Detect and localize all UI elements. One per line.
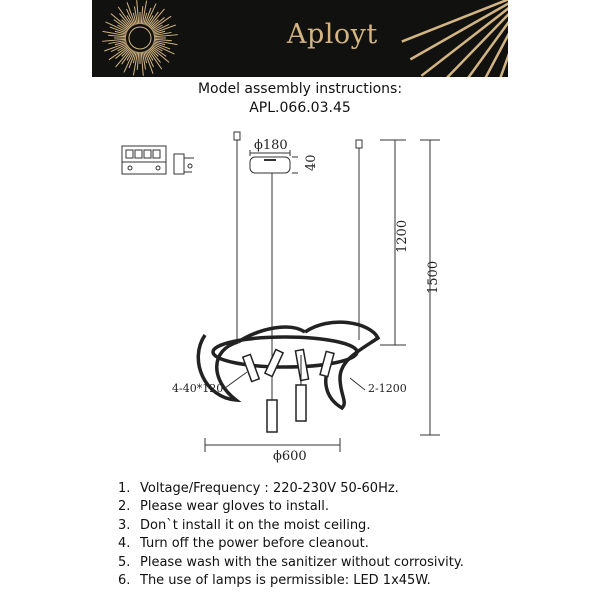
spot-spec-label: 4-40*120: [172, 382, 224, 395]
page-title: Model assembly instructions:: [197, 81, 403, 97]
list-item: 1. Voltage/Frequency : 220-230V 50-60Hz.: [118, 481, 399, 496]
assembly-drawing: [100, 118, 460, 472]
terminal-block: [122, 146, 194, 174]
canopy-diameter-label: ϕ180: [254, 138, 288, 153]
pendant-light-left: [267, 400, 277, 432]
brand-logo: Aployt: [287, 19, 378, 50]
total-height-label: 1500: [426, 260, 441, 294]
sun-icon: [129, 27, 151, 49]
led-spec-label: 2-1200: [368, 382, 407, 395]
list-item: 5. Please wash with the sanitizer without corrosivity.: [118, 554, 464, 570]
canopy: [250, 150, 298, 173]
pendant-light-right: [296, 385, 306, 421]
ceiling-hook-left: [234, 132, 240, 140]
model-number: APL.066.03.45: [249, 100, 351, 116]
list-item: 4. Turn off the power before cleanout.: [118, 536, 369, 552]
instructions-list: [118, 480, 464, 590]
banner-ray: [466, 0, 508, 77]
lamp-body: [198, 322, 378, 408]
canopy-height-label: 40: [304, 154, 319, 171]
brand-banner: [92, 0, 508, 77]
list-item: 2. Please wear gloves to install.: [118, 499, 330, 515]
ceiling-hook-right: [356, 140, 362, 148]
list-item: 3. Don`t install it on the moist ceiling.: [118, 517, 371, 533]
diameter-label: ϕ600: [273, 449, 307, 464]
cable-length-label: 1200: [395, 219, 410, 253]
list-item: 6. The use of lamps is permissible: LED 1x45W.: [118, 573, 431, 589]
